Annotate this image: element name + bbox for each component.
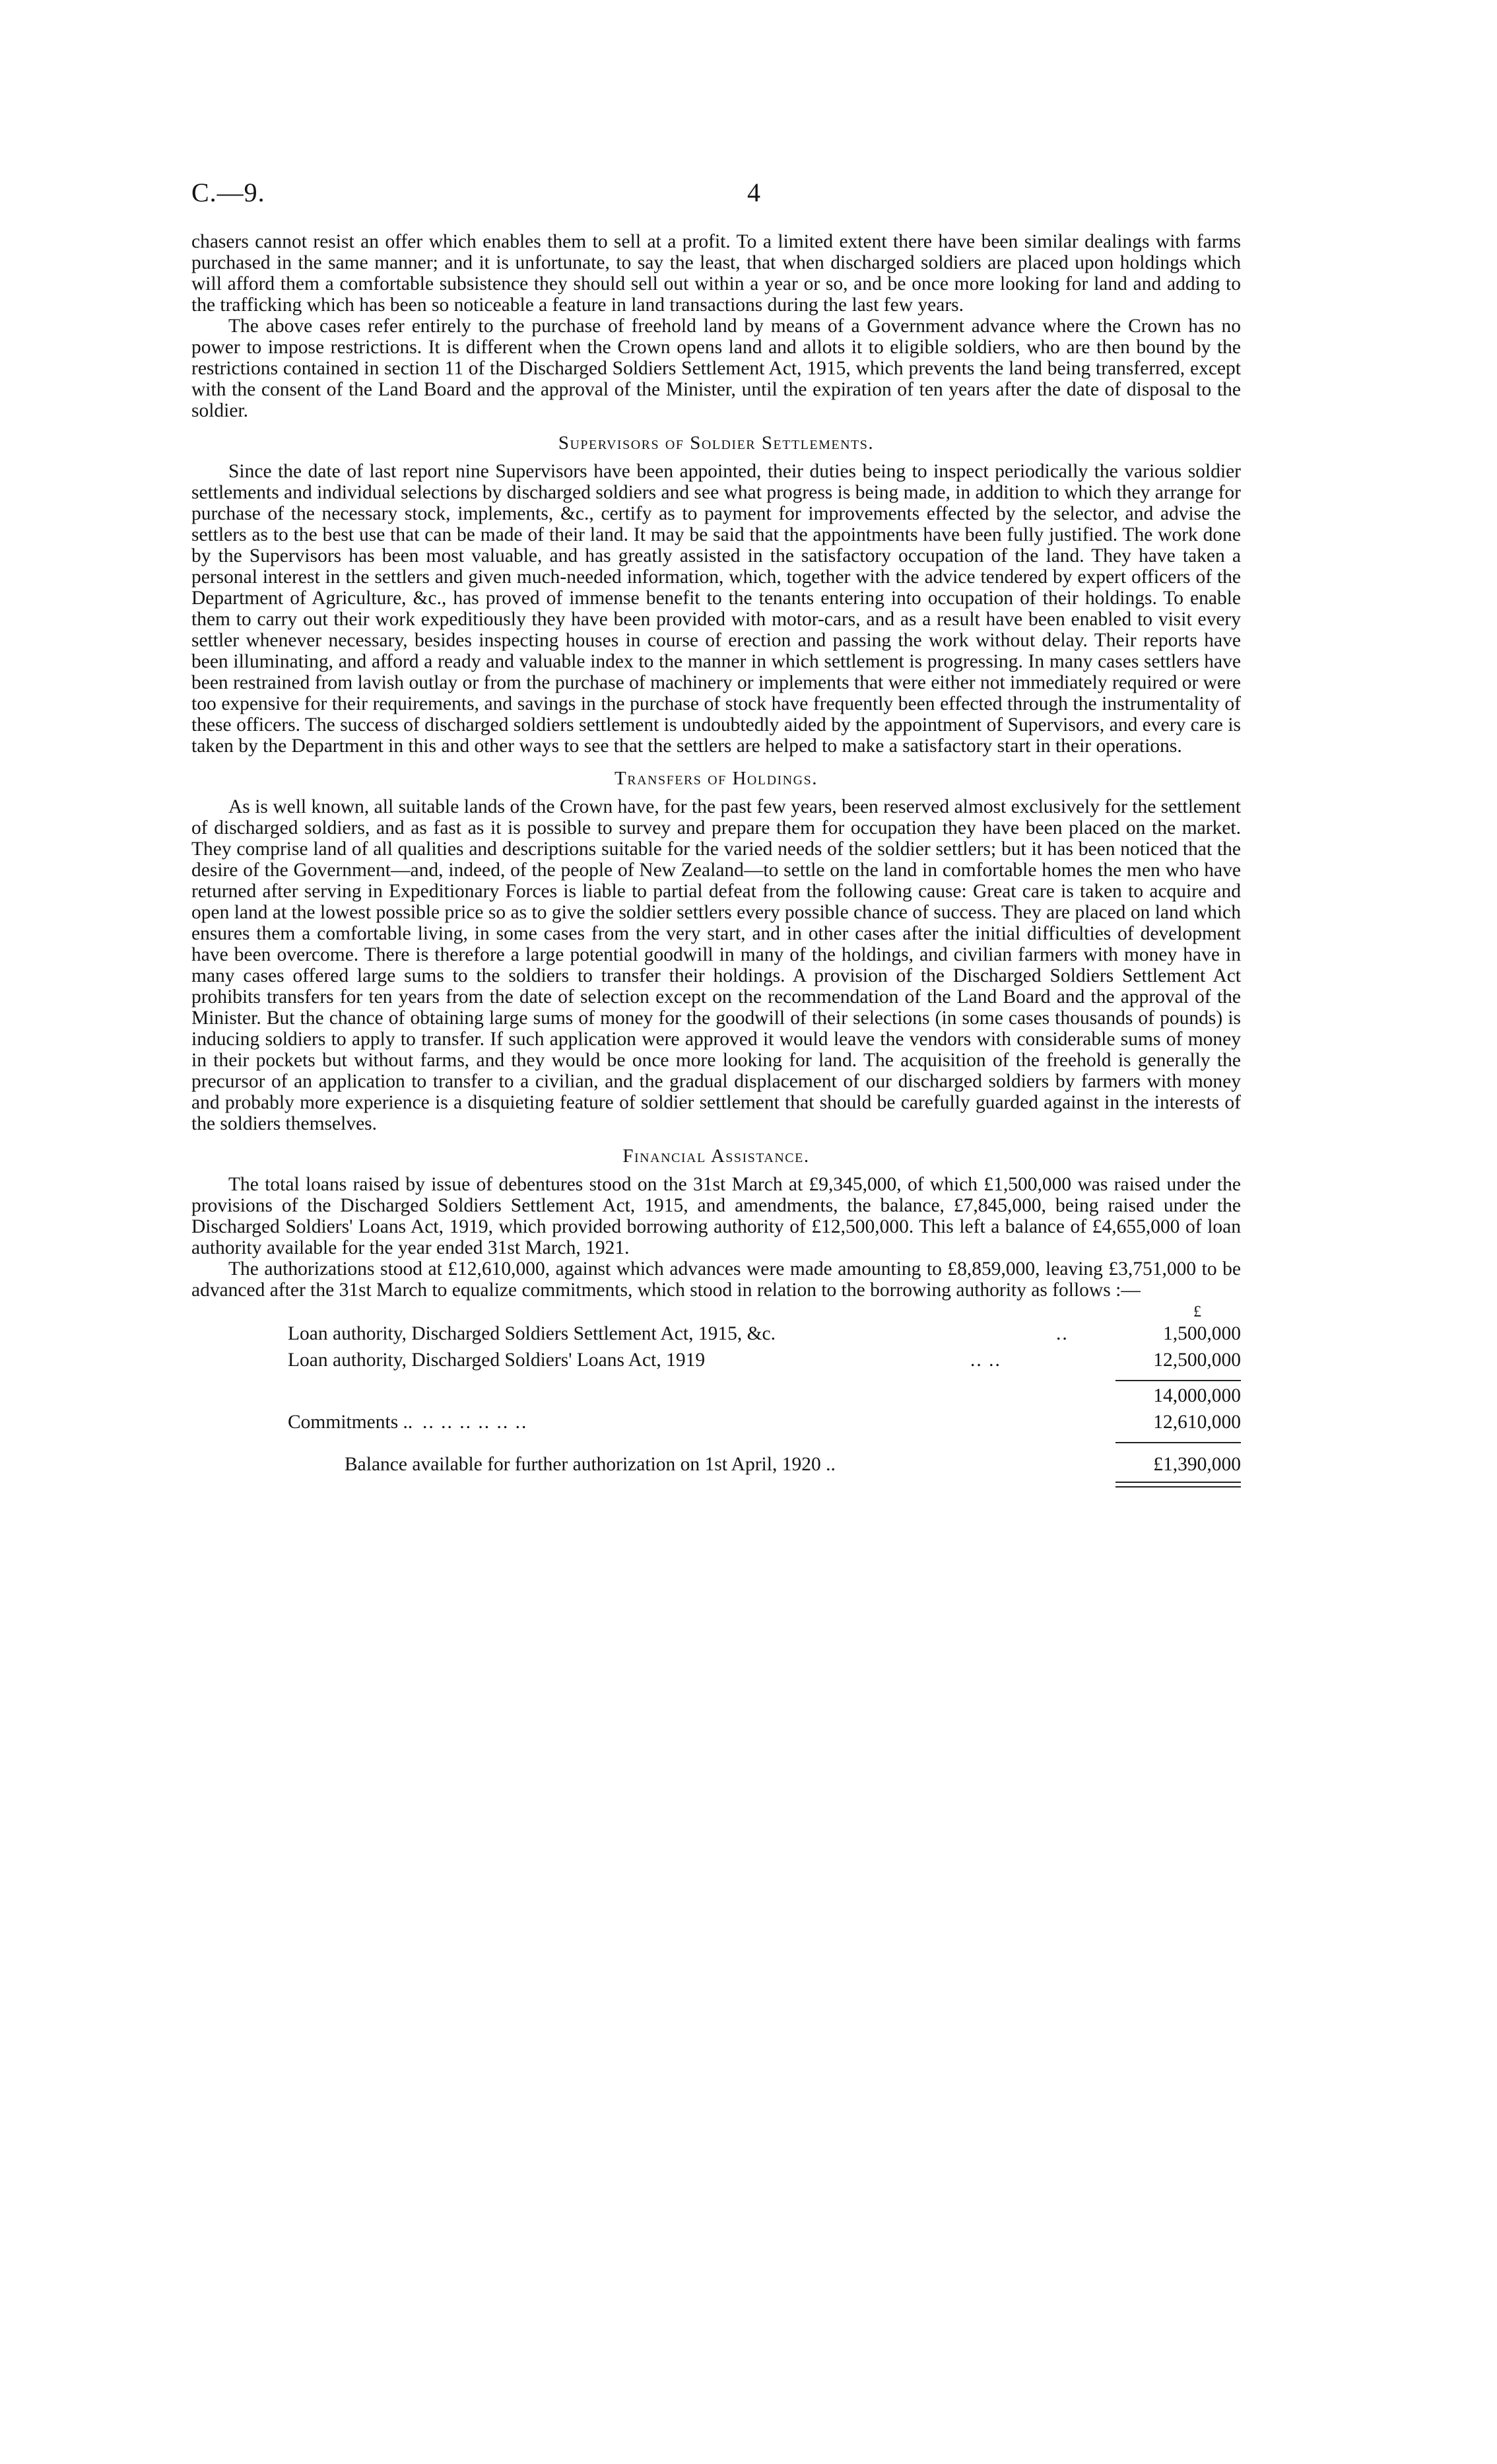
subtotal-amount: 14,000,000 (1153, 1385, 1241, 1406)
document-code: C.—9. (191, 178, 265, 207)
paragraph: The total loans raised by issue of debentures stood on the 31st March at £9,345,000, of which £1,500,000 was raised under the provisions of the Discharged Soldiers Settlement Act, 1915, and amendments, the balance, £7,845,000, being raised under the Discharged Soldiers' Loans Act, 1919, which provided borrowing authority of £12,500,000. This left a balance of £4,655,000 of loan authority available for the year ended 31st March, 1921. (191, 1174, 1241, 1258)
double-underline (1115, 1482, 1241, 1488)
rule-row (191, 1376, 1241, 1385)
paragraph: Since the date of last report nine Supervisors have been appointed, their duties being to inspect periodically the various soldier settlements and individual selections by discharged soldiers and see what progress is being made, in addition to which they arrange for purchase of the necessary stock, implements, &c., certify as to payment for improvements effected by the selector, and advise the settlers as to the best use that can be made of their land. It may be said that the appointments have been fully justified. The work done by the Supervisors has been most valuable, and has greatly assisted in the satisfactory occupation of the land. They have taken a personal interest in the settlers and given much-needed information, which, together with the advice tendered by expert officers of the Department of Agriculture, &c., has proved of immense benefit to the tenants entering into occupation of their holdings. To enable them to carry out their work expeditiously they have been provided with motor-cars, and as a result have been enabled to visit every settler whenever necessary, besides inspecting houses in course of erection and passing the work without delay. Their reports have been illuminating, and afford a ready and valuable index to the manner in which settlement is progressing. In many cases settlers have been restrained from lavish outlay or from the purchase of machinery or implements that were either not immediately required or were too expensive for their requirements, and savings in the purchase of stock have frequently been effected through the instrumentality of these officers. The success of discharged soldiers settlement is undoubtedly aided by the appointment of Supervisors, and every care is taken by the Department in this and other ways to see that the settlers are helped to make a satisfactory start in their operations. (191, 461, 1241, 757)
paragraph: chasers cannot resist an offer which enables them to sell at a profit. To a limited extent there have been similar dealings with farms purchased in the same manner; and it is unfortunate, to say the least, that when discharged soldiers are placed upon holdings which will afford them a comfortable subsistence they should sell out within a year or so, and be once more looking for land and adding to the trafficking which has been so noticeable a feature in land transactions during the last few years. (191, 231, 1241, 316)
balance-amount: £1,390,000 (1153, 1454, 1241, 1475)
currency-unit: £ (1193, 1303, 1201, 1320)
page-number: 4 (747, 178, 760, 207)
section-heading-supervisors: Supervisors of Soldier Settlements. (558, 432, 875, 454)
table-row-commitments (191, 1412, 1241, 1438)
rule-row (191, 1480, 1241, 1489)
balance-label: Balance available for further authorization on 1st April, 1920 .. (345, 1454, 836, 1475)
loan-authority-table (191, 1303, 1241, 1489)
table-row-balance (191, 1454, 1241, 1480)
page-header (191, 177, 1241, 217)
dot-leaders: .. (1056, 1323, 1069, 1344)
dot-leaders: .. .. .. .. .. .. (422, 1412, 528, 1433)
commitments-amount: 12,610,000 (1153, 1412, 1241, 1433)
row-amount: 1,500,000 (1163, 1323, 1241, 1344)
commitments-label: Commitments .. (288, 1412, 413, 1433)
table-unit-row (191, 1303, 1241, 1323)
section-heading-transfers: Transfers of Holdings. (615, 768, 818, 789)
row-amount: 12,500,000 (1153, 1350, 1241, 1371)
paragraph: The authorizations stood at £12,610,000, against which advances were made amounting to £8,859,000, leaving £3,751,000 to be advanced after the 31st March to equalize commitments, which stood in relation to the borrowing authority as follows :— (191, 1258, 1241, 1301)
sum-rule (1115, 1380, 1241, 1381)
difference-rule (1115, 1442, 1241, 1443)
paragraph: As is well known, all suitable lands of the Crown have, for the past few years, been reserved almost exclusively for the settlement of discharged soldiers, and as fast as it is possible to survey and prepare them for occupation they have been placed on the market. They comprise land of all qualities and descriptions suitable for the varied needs of the soldier settlers; but it has been noticed that the desire of the Government—and, indeed, of the people of New Zealand—to settle on the land in comfortable homes the men who have returned after serving in Expeditionary Forces is liable to partial defeat from the following cause: Great care is taken to acquire and open land at the lowest possible price so as to give the soldier settlers every possible chance of success. They are placed on land which ensures them a comfortable living, in some cases from the very start, and in other cases after the initial difficulties of development have been overcome. There is therefore a large potential goodwill in many of the holdings, and civilian farmers with money have in many cases offered large sums to the soldiers to transfer their holdings. A provision of the Discharged Soldiers Settlement Act prohibits transfers for ten years from the date of selection except on the recommendation of the Land Board and the approval of the Minister. But the chance of obtaining large sums of money for the goodwill of their selections (in some cases thousands of pounds) is inducing soldiers to apply to transfer. If such application were approved it would leave the vendors with considerable sums of money in their pockets but without farms, and they would be once more looking for land. The acquisition of the freehold is generally the precursor of an application to transfer to a civilian, and the gradual displacement of our discharged soldiers by farmers with money and probably more experience is a disquieting feature of soldier settlement that should be carefully guarded against in the interests of the soldiers themselves. (191, 796, 1241, 1134)
row-label: Loan authority, Discharged Soldiers' Loans Act, 1919 (288, 1350, 706, 1371)
table-row (191, 1323, 1241, 1350)
table-row-subtotal (191, 1385, 1241, 1412)
document-body (191, 231, 1241, 1489)
paragraph: The above cases refer entirely to the purchase of freehold land by means of a Government advance where the Crown has no power to impose restrictions. It is different when the Crown opens land and allots it to eligible soldiers, who are then bound by the restrictions contained in section 11 of the Discharged Soldiers Settlement Act, 1915, which prevents the land being transferred, except with the consent of the Land Board and the approval of the Minister, until the expiration of ten years after the date of disposal to the soldier. (191, 316, 1241, 421)
rule-row (191, 1438, 1241, 1447)
row-label: Loan authority, Discharged Soldiers Settlement Act, 1915, &c. (288, 1323, 776, 1344)
section-heading-financial: Financial Assistance. (622, 1146, 810, 1167)
dot-leaders: .. .. (970, 1350, 1001, 1371)
table-row (191, 1350, 1241, 1376)
